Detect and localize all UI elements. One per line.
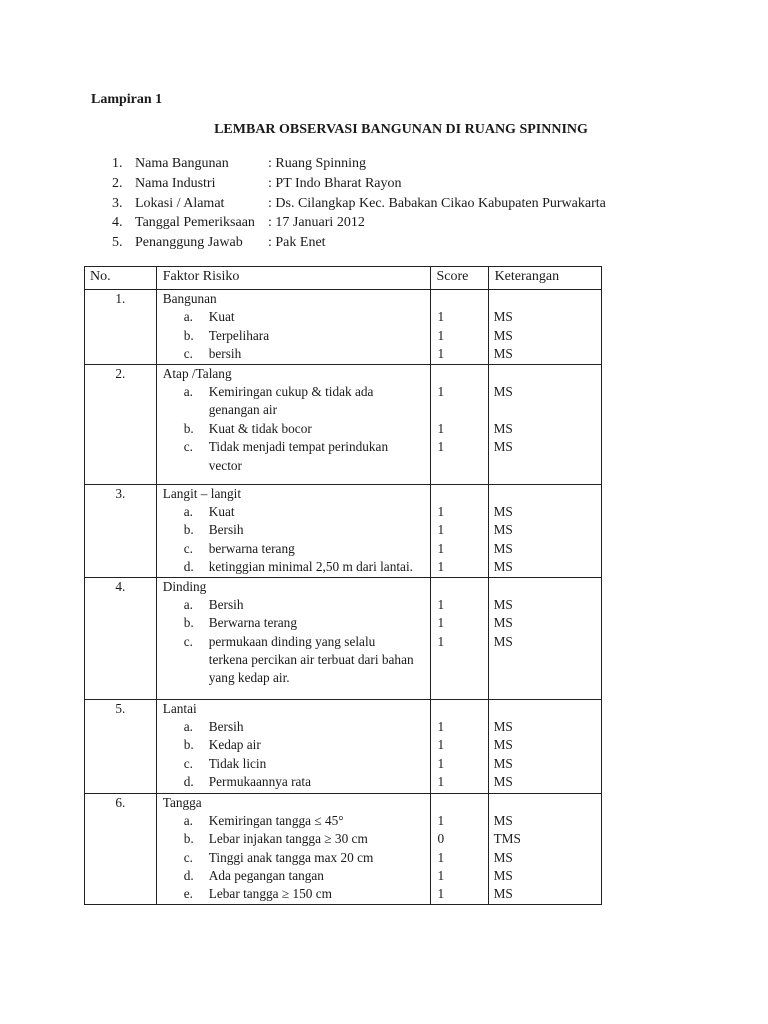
item-text: bersih: [208, 346, 242, 362]
risk-item: [157, 669, 430, 687]
item-text: Tidak licin: [208, 755, 267, 771]
item-letter: c.: [183, 849, 193, 865]
item-letter: a.: [183, 596, 193, 612]
item-text: Kedap air: [208, 737, 261, 753]
remarks-value: MS: [493, 812, 513, 828]
risk-item: [157, 596, 430, 614]
score-value: 1: [437, 596, 445, 612]
remarks-value: MS: [493, 346, 513, 362]
risk-item: [157, 867, 430, 885]
remarks-value: MS: [493, 737, 513, 753]
item-text: Permukaannya rata: [208, 774, 312, 790]
row-number: 5.: [85, 699, 157, 793]
risk-item: [157, 633, 430, 651]
score-value: 1: [437, 503, 445, 519]
info-number: 3.: [112, 196, 123, 211]
info-value: : PT Indo Bharat Rayon: [268, 176, 402, 191]
score-value: 1: [437, 522, 445, 538]
item-text: Berwarna terang: [208, 615, 297, 631]
remarks-value: MS: [493, 868, 513, 884]
score-cell: [430, 290, 488, 365]
score-cell: [430, 364, 488, 484]
score-value: 1: [437, 383, 445, 399]
row-number: 6.: [85, 793, 157, 904]
item-text: Kuat: [208, 309, 235, 325]
item-text: Bersih: [208, 596, 244, 612]
item-letter: d.: [183, 559, 194, 575]
score-value: 1: [437, 718, 445, 734]
item-text: Kemiringan cukup & tidak ada: [208, 383, 374, 399]
item-letter: b.: [183, 327, 194, 343]
risk-item: [157, 383, 430, 401]
risk-item: [157, 885, 430, 903]
info-label: Nama Bangunan: [135, 156, 229, 171]
item-letter: a.: [183, 812, 193, 828]
risk-item: [157, 736, 430, 754]
risk-item: [157, 614, 430, 632]
risk-factor-cell: [156, 577, 430, 699]
item-letter: b.: [183, 522, 194, 538]
risk-factor-cell: [156, 364, 430, 484]
score-cell: [430, 793, 488, 904]
item-text: terkena percikan air terbuat dari bahan: [208, 652, 414, 668]
remarks-value: TMS: [493, 831, 521, 847]
risk-factor-cell: [156, 793, 430, 904]
item-letter: d.: [183, 868, 194, 884]
remarks-value: MS: [493, 309, 513, 325]
score-value: 1: [437, 615, 445, 631]
score-value: 1: [437, 755, 445, 771]
score-value: 1: [437, 737, 445, 753]
row-number: 3.: [85, 484, 157, 577]
item-letter: b.: [183, 615, 194, 631]
info-value: : Pak Enet: [268, 235, 326, 250]
score-value: 1: [437, 559, 445, 575]
score-value: 1: [437, 327, 445, 343]
risk-factor-cell: [156, 484, 430, 577]
remarks-cell: [488, 793, 601, 904]
column-header-no: No.: [85, 267, 157, 290]
score-value: 1: [437, 540, 445, 556]
info-number: 2.: [112, 176, 123, 191]
column-header-remarks: Keterangan: [488, 267, 601, 290]
risk-item: [157, 308, 430, 326]
score-value: 1: [437, 868, 445, 884]
item-text: Kuat: [208, 503, 235, 519]
item-letter: b.: [183, 737, 194, 753]
risk-item: [157, 651, 430, 669]
risk-item: [157, 755, 430, 773]
risk-item: [157, 345, 430, 363]
remarks-value: MS: [493, 503, 513, 519]
score-value: 1: [437, 420, 445, 436]
score-value: 1: [437, 309, 445, 325]
risk-item: [157, 718, 430, 736]
table-row: [85, 364, 602, 484]
remarks-value: MS: [493, 596, 513, 612]
risk-category: Bangunan: [162, 291, 217, 306]
risk-item: [157, 521, 430, 539]
item-text: genangan air: [208, 402, 278, 418]
info-value: : Ruang Spinning: [268, 156, 367, 171]
item-text: Tinggi anak tangga max 20 cm: [208, 849, 374, 865]
risk-item: [157, 830, 430, 848]
risk-item: [157, 558, 430, 576]
appendix-label: Lampiran 1: [91, 92, 163, 107]
risk-item: [157, 812, 430, 830]
item-letter: a.: [183, 503, 193, 519]
remarks-value: MS: [493, 559, 513, 575]
risk-factor-cell: [156, 290, 430, 365]
item-text: Kemiringan tangga ≤ 45°: [208, 812, 344, 828]
remarks-value: MS: [493, 886, 513, 902]
item-text: permukaan dinding yang selalu: [208, 633, 376, 649]
risk-factor-cell: [156, 699, 430, 793]
info-label: Lokasi / Alamat: [135, 196, 225, 211]
observation-table: [84, 266, 602, 905]
row-number: 4.: [85, 577, 157, 699]
column-header-risk-factor: Faktor Risiko: [156, 267, 430, 290]
remarks-value: MS: [493, 540, 513, 556]
item-letter: a.: [183, 309, 193, 325]
score-value: 1: [437, 812, 445, 828]
item-letter: a.: [183, 718, 193, 734]
score-value: 1: [437, 774, 445, 790]
remarks-cell: [488, 699, 601, 793]
risk-item: [157, 773, 430, 791]
item-letter: a.: [183, 383, 193, 399]
score-value: 0: [437, 831, 445, 847]
table-row: [85, 577, 602, 699]
item-text: yang kedap air.: [208, 670, 290, 686]
item-text: Ada pegangan tangan: [208, 868, 324, 884]
item-letter: e.: [183, 886, 193, 902]
remarks-value: MS: [493, 718, 513, 734]
info-number: 1.: [112, 156, 123, 171]
document-title: LEMBAR OBSERVASI BANGUNAN DI RUANG SPINNING: [214, 122, 588, 137]
table-body: [85, 290, 602, 905]
item-text: Tidak menjadi tempat perindukan: [208, 439, 389, 455]
risk-category: Dinding: [162, 578, 207, 594]
risk-item: [157, 420, 430, 438]
remarks-value: MS: [493, 327, 513, 343]
item-text: Bersih: [208, 522, 244, 538]
item-text: berwarna terang: [208, 540, 295, 556]
item-letter: c.: [183, 633, 193, 649]
info-label: Tanggal Pemeriksaan: [135, 215, 255, 230]
item-text: Kuat & tidak bocor: [208, 420, 312, 436]
table-header-row: [85, 267, 602, 290]
info-number: 4.: [112, 215, 123, 230]
item-text: vector: [208, 457, 242, 473]
score-value: 1: [437, 439, 445, 455]
risk-item: [157, 457, 430, 475]
remarks-cell: [488, 364, 601, 484]
risk-category: Lantai: [162, 700, 197, 716]
row-number: 1.: [85, 290, 157, 365]
risk-category: Tangga: [162, 794, 202, 810]
remarks-value: MS: [493, 774, 513, 790]
remarks-value: MS: [493, 633, 513, 649]
risk-category: Atap /Talang: [162, 365, 232, 381]
risk-category: Langit – langit: [162, 485, 242, 501]
risk-item: [157, 849, 430, 867]
item-letter: c.: [183, 755, 193, 771]
risk-item: [157, 438, 430, 456]
item-text: ketinggian minimal 2,50 m dari lantai.: [208, 559, 413, 575]
remarks-cell: [488, 577, 601, 699]
risk-item: [157, 540, 430, 558]
table-row: [85, 484, 602, 577]
remarks-cell: [488, 290, 601, 365]
remarks-value: MS: [493, 439, 513, 455]
item-letter: c.: [183, 346, 193, 362]
item-letter: b.: [183, 420, 194, 436]
score-value: 1: [437, 886, 445, 902]
table-row: [85, 699, 602, 793]
item-text: Bersih: [208, 718, 244, 734]
remarks-value: MS: [493, 420, 513, 436]
table-row: [85, 793, 602, 904]
risk-item: [157, 503, 430, 521]
table-row: [85, 290, 602, 365]
remarks-value: MS: [493, 849, 513, 865]
item-text: Terpelihara: [208, 327, 270, 343]
item-letter: c.: [183, 439, 193, 455]
item-text: Lebar tangga ≥ 150 cm: [208, 886, 332, 902]
info-label: Penanggung Jawab: [135, 235, 243, 250]
score-value: 1: [437, 849, 445, 865]
info-value: : Ds. Cilangkap Kec. Babakan Cikao Kabupaten Purwakarta: [268, 196, 606, 211]
remarks-cell: [488, 484, 601, 577]
score-cell: [430, 484, 488, 577]
score-value: 1: [437, 633, 445, 649]
remarks-value: MS: [493, 522, 513, 538]
info-number: 5.: [112, 235, 123, 250]
item-letter: b.: [183, 831, 194, 847]
info-label: Nama Industri: [135, 176, 216, 191]
item-letter: c.: [183, 540, 193, 556]
remarks-value: MS: [493, 615, 513, 631]
score-cell: [430, 577, 488, 699]
remarks-value: MS: [493, 383, 513, 399]
remarks-value: MS: [493, 755, 513, 771]
column-header-score: Score: [430, 267, 488, 290]
row-number: 2.: [85, 364, 157, 484]
info-value: : 17 Januari 2012: [268, 215, 365, 230]
score-value: 1: [437, 346, 445, 362]
item-text: Lebar injakan tangga ≥ 30 cm: [208, 831, 368, 847]
score-cell: [430, 699, 488, 793]
item-letter: d.: [183, 774, 194, 790]
risk-item: [157, 327, 430, 345]
risk-item: [157, 401, 430, 419]
